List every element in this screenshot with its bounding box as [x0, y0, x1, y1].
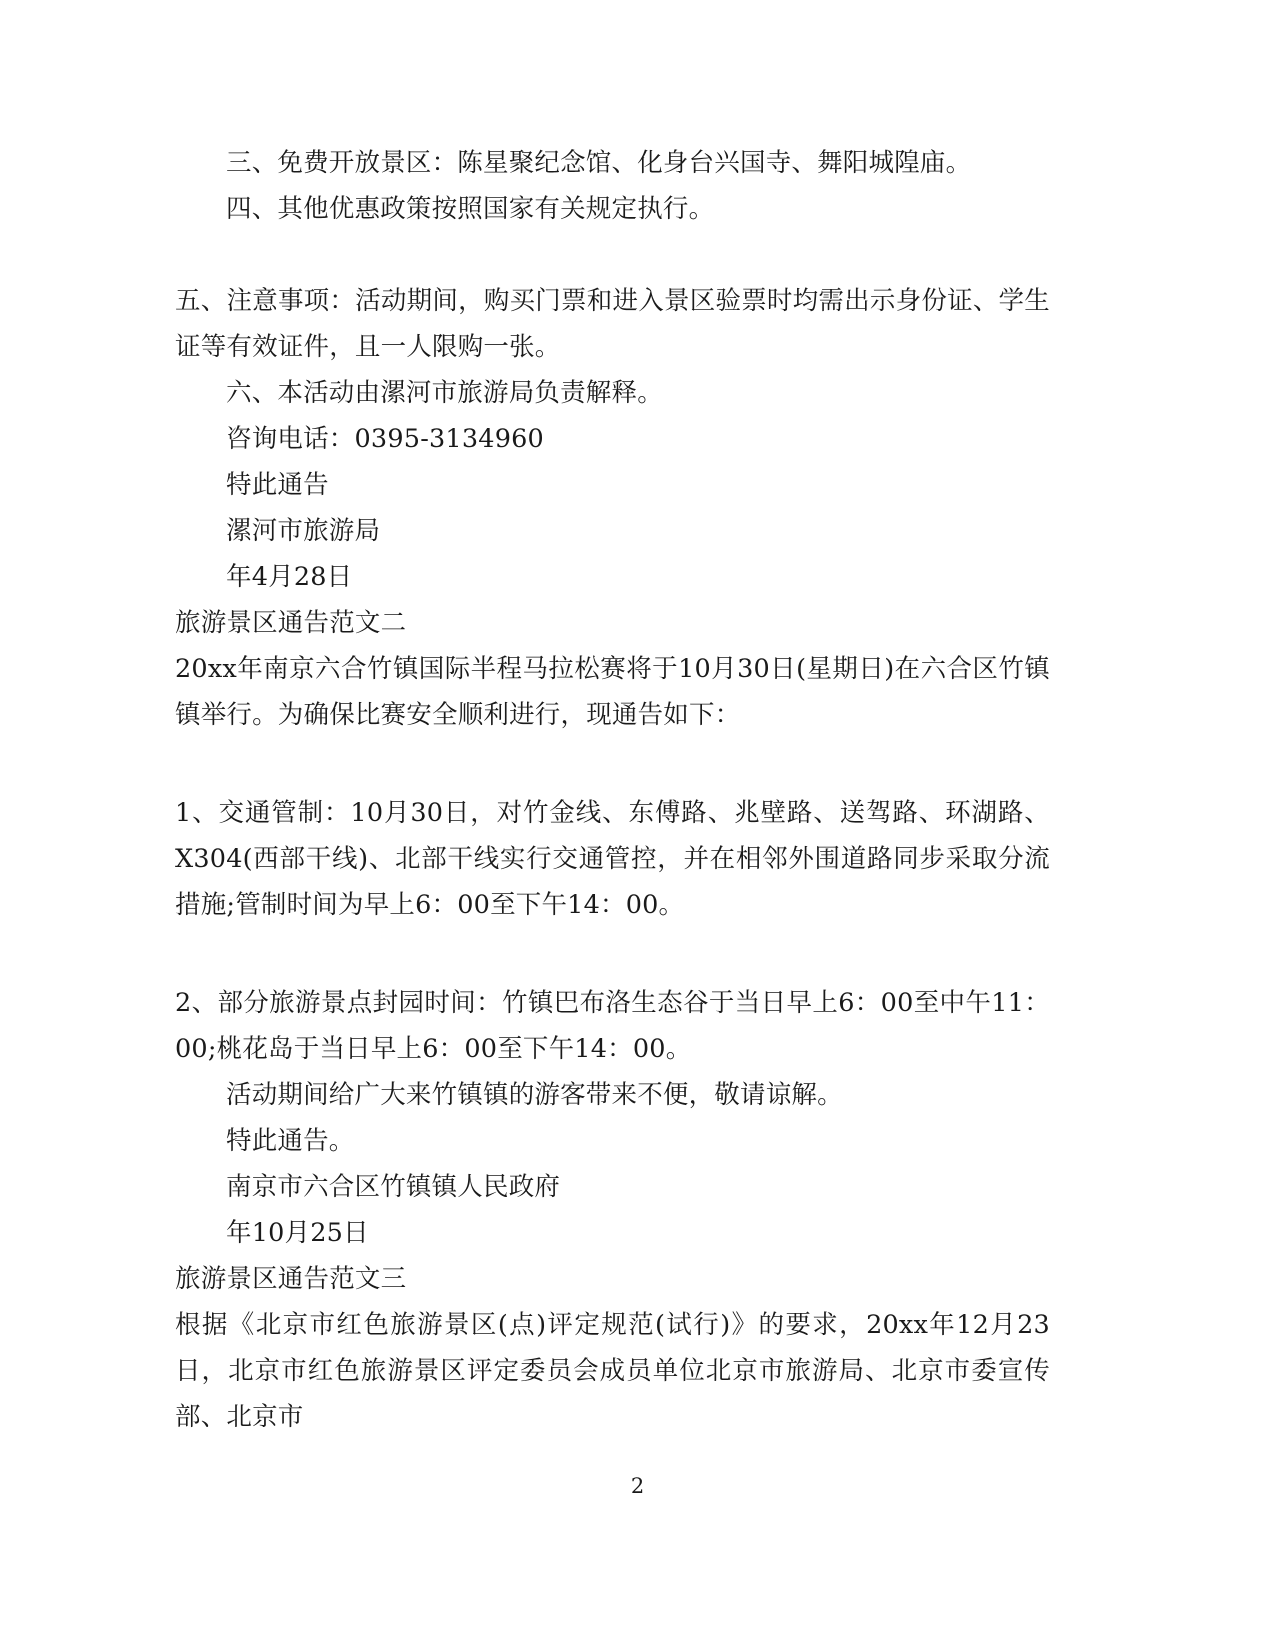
- paragraph-contact-phone: 咨询电话：0395-3134960: [226, 424, 544, 454]
- paragraph-hereby-announced-2: 特此通告。: [226, 1126, 355, 1156]
- paragraph-free-scenic-areas: 三、免费开放景区：陈星聚纪念馆、化身台兴国寺、舞阳城隍庙。: [226, 148, 972, 178]
- page-number: 2: [630, 1474, 645, 1498]
- paragraph-notice-items: 五、注意事项：活动期间，购买门票和进入景区验票时均需出示身份证、学生证等有效证件，且一人限购一张。: [175, 286, 1050, 362]
- heading-sample-three: 旅游景区通告范文三: [175, 1264, 407, 1294]
- paragraph-marathon-intro: 20xx年南京六合竹镇国际半程马拉松赛将于10月30日(星期日)在六合区竹镇镇举行。为确保比赛安全顺利进行，现通告如下：: [175, 654, 1050, 730]
- paragraph-date-april: 年4月28日: [226, 562, 353, 592]
- paragraph-beijing-red-tourism: 根据《北京市红色旅游景区(点)评定规范(试行)》的要求，20xx年12月23日，北京市红色旅游景区评定委员会成员单位北京市旅游局、北京市委宣传部、北京市: [175, 1310, 1050, 1432]
- heading-sample-two: 旅游景区通告范文二: [175, 608, 407, 638]
- paragraph-park-closure-times: 2、部分旅游景点封园时间：竹镇巴布洛生态谷于当日早上6：00至中午11：00;桃花岛于当日早上6：00至下午14：00。: [175, 988, 1050, 1064]
- paragraph-date-october: 年10月25日: [226, 1218, 369, 1248]
- paragraph-apology: 活动期间给广大来竹镇镇的游客带来不便，敬请谅解。: [226, 1080, 843, 1110]
- spacer: [175, 738, 1050, 790]
- paragraph-issuer-zhuzhen: 南京市六合区竹镇镇人民政府: [226, 1172, 561, 1202]
- paragraph-issuer-luohe: 漯河市旅游局: [226, 516, 381, 546]
- spacer: [175, 232, 1050, 278]
- paragraph-other-policies: 四、其他优惠政策按照国家有关规定执行。: [226, 194, 715, 224]
- spacer: [175, 928, 1050, 980]
- document-body: [175, 140, 1050, 1440]
- paragraph-traffic-control: 1、交通管制：10月30日，对竹金线、东傅路、兆壁路、送驾路、环湖路、X304(西部干线)、北部干线实行交通管控，并在相邻外围道路同步采取分流措施;管制时间为早上6：00至下午14：00。: [175, 798, 1050, 920]
- paragraph-hereby-announced-1: 特此通告: [226, 470, 329, 500]
- paragraph-interpretation-authority: 六、本活动由漯河市旅游局负责解释。: [226, 378, 663, 408]
